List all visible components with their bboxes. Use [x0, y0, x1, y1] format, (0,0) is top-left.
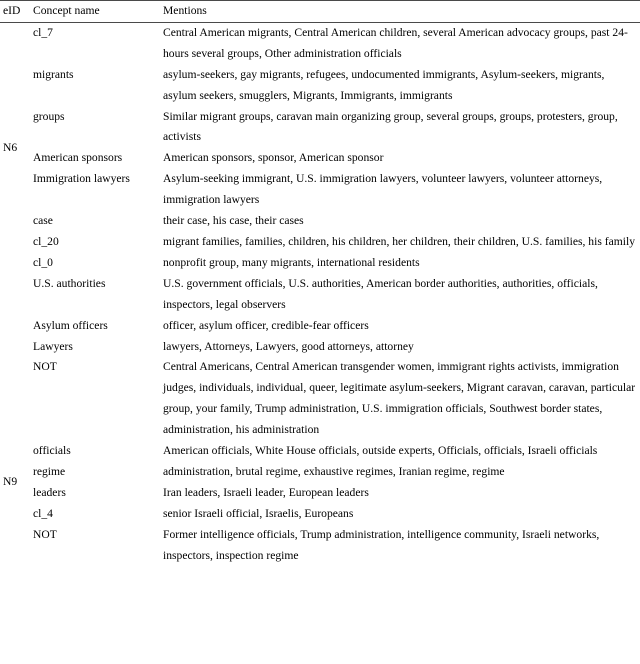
cell-mentions: administration, brutal regime, exhaustive regimes, Iranian regime, regime — [163, 464, 505, 478]
cell-concept-name: NOT — [33, 527, 57, 541]
table-row — [0, 504, 640, 525]
table-row — [0, 253, 640, 274]
eid-label: N9 — [3, 475, 18, 489]
cell-mentions: American officials, White House officials, outside experts, Officials, officials, Israeli officials — [163, 444, 598, 458]
table-row — [0, 148, 640, 169]
table-row — [0, 232, 640, 253]
table-header-row — [0, 1, 640, 23]
cell-concept-name: migrants — [33, 67, 74, 81]
cell-concept-name: U.S. authorities — [33, 276, 106, 290]
cell-mentions: nonprofit group, many migrants, international residents — [163, 255, 420, 269]
cell-mentions: Central Americans, Central American transgender women, immigrant rights activists, immigration judges, individuals, individual, queer, legitimate asylum-seekers, Migrant caravan, caravan, particular group, your family, Trump administration, U.S. immigration officials, Southwest border states, administration, his administration — [163, 360, 636, 437]
cell-concept-name: officials — [33, 444, 71, 458]
cell-concept-name: cl_20 — [33, 234, 59, 248]
cell-concept-name: Immigration lawyers — [33, 172, 130, 186]
cell-concept-name: case — [33, 214, 53, 228]
cell-mentions: Similar migrant groups, caravan main organizing group, several groups, groups, protesters, group, activists — [163, 109, 618, 144]
column-header-eid: eID — [3, 4, 21, 17]
cell-concept-name: leaders — [33, 485, 66, 499]
table-row — [0, 274, 640, 316]
cell-mentions: asylum-seekers, gay migrants, refugees, undocumented immigrants, Asylum-seekers, migrants, asylum seekers, smugglers, Migrants, Immigrants, immigrants — [163, 67, 605, 102]
cell-concept-name: cl_4 — [33, 506, 53, 520]
cell-concept-name: Lawyers — [33, 339, 73, 353]
cell-mentions: Central American migrants, Central American children, several American advocacy groups, past 24-hours several groups, Other administration officials — [163, 25, 628, 60]
cell-mentions: U.S. government officials, U.S. authorities, American border authorities, authorities, officials, inspectors, legal observers — [163, 276, 598, 311]
cell-mentions: lawyers, Attorneys, Lawyers, good attorneys, attorney — [163, 339, 414, 353]
cell-mentions: officer, asylum officer, credible-fear officers — [163, 318, 369, 332]
cell-concept-name: cl_0 — [33, 255, 53, 269]
table-body — [0, 22, 640, 566]
cell-concept-name: regime — [33, 464, 66, 478]
table-row — [0, 462, 640, 483]
column-header-concept-name: Concept name — [33, 4, 100, 17]
table-row — [0, 211, 640, 232]
table-row — [0, 169, 640, 211]
table-row — [0, 337, 640, 358]
cell-concept-name: cl_7 — [33, 25, 53, 39]
cell-mentions: their case, his case, their cases — [163, 214, 304, 228]
table-row — [0, 357, 640, 441]
cell-concept-name: Asylum officers — [33, 318, 108, 332]
table-row — [0, 525, 640, 567]
column-header-mentions: Mentions — [163, 4, 207, 17]
eid-label: N6 — [3, 140, 18, 154]
cell-mentions: Asylum-seeking immigrant, U.S. immigration lawyers, volunteer lawyers, volunteer attorneys, immigration lawyers — [163, 172, 603, 207]
cell-concept-name: groups — [33, 109, 65, 123]
cell-eid — [0, 441, 30, 566]
cell-mentions: American sponsors, sponsor, American sponsor — [163, 151, 384, 165]
table-row — [0, 483, 640, 504]
cell-mentions: Iran leaders, Israeli leader, European leaders — [163, 485, 369, 499]
table-row — [0, 22, 640, 64]
table-row — [0, 441, 640, 462]
cell-concept-name: NOT — [33, 360, 57, 374]
cell-eid — [0, 22, 30, 441]
cell-mentions: senior Israeli official, Israelis, Europeans — [163, 506, 354, 520]
cell-mentions: migrant families, families, children, his children, her children, their children, U.S. families, his family — [163, 234, 635, 248]
table-row — [0, 65, 640, 107]
table-header — [0, 1, 640, 23]
cell-concept-name: American sponsors — [33, 151, 123, 165]
table-row — [0, 107, 640, 149]
table-row — [0, 316, 640, 337]
cell-mentions: Former intelligence officials, Trump administration, intelligence community, Israeli networks, inspectors, inspection regime — [163, 527, 600, 562]
